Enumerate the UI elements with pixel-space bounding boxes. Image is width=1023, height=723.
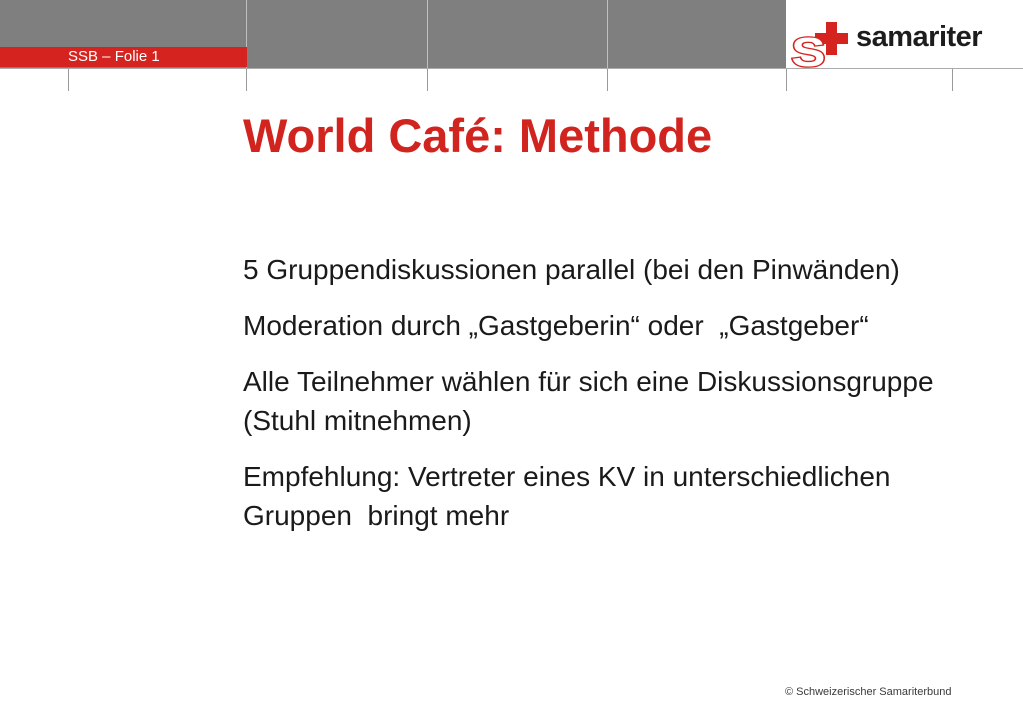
ruler-tick: [786, 69, 787, 91]
ruler-tick: [68, 69, 69, 91]
samariter-s-logo: [790, 18, 854, 68]
slide-title: World Café: Methode: [243, 109, 713, 162]
ruler-tick: [427, 69, 428, 91]
logo-letter-s: S: [791, 28, 826, 68]
bullet-paragraph: Empfehlung: Vertreter eines KV in unterschiedlichen Gruppen bringt mehr: [243, 461, 899, 531]
header-rule: [0, 68, 1023, 69]
bullet-paragraph: Moderation durch „Gastgeberin“ oder „Gastgeber“: [243, 310, 869, 341]
slide-body: [243, 250, 988, 552]
slide-number-badge: SSB – Folie 1: [0, 47, 247, 67]
logo-wordmark: samariter: [856, 21, 983, 53]
ruler-tick: [952, 69, 953, 91]
ruler-tick: [246, 69, 247, 91]
ruler-tick: [607, 69, 608, 91]
header-divider: [427, 0, 428, 68]
header-divider: [607, 0, 608, 68]
bullet-paragraph: Alle Teilnehmer wählen für sich eine Diskussionsgruppe (Stuhl mitnehmen): [243, 366, 942, 436]
logo-panel: [786, 0, 1023, 68]
bullet-paragraph: 5 Gruppendiskussionen parallel (bei den Pinwänden): [243, 254, 900, 285]
copyright-note: © Schweizerischer Samariterbund: [785, 686, 952, 698]
